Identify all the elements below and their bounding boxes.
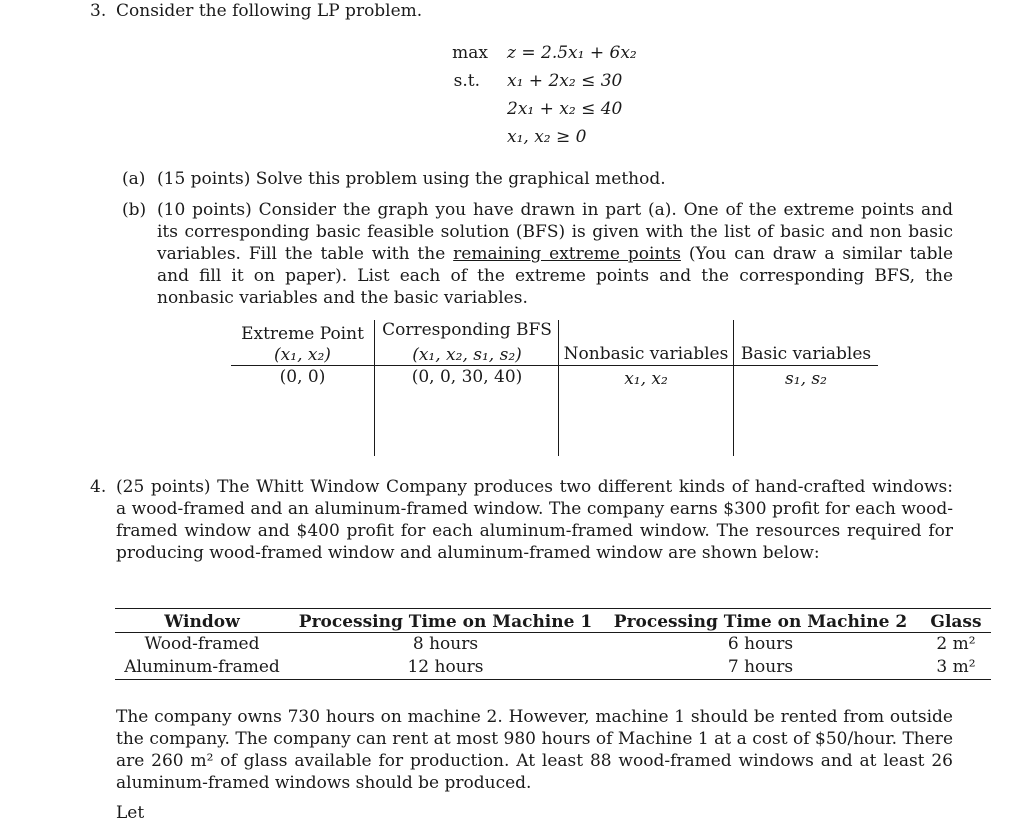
question-4-intro: (25 points) The Whitt Window Company produces two different kinds of hand-crafted windows: a wood-framed and an aluminum-framed window. The company earns $300 profit for each wood-framed window and $400 profit for each aluminum-framed window. The resources required for producing wood-framed window and aluminum-framed window are shown below: [116, 477, 953, 563]
window-col-glass: Glass [930, 612, 982, 632]
window-row-1-machine-2: 6 hours [727, 634, 794, 654]
part-b-text-before: (10 points) Consider the graph you have drawn in part (a). One of the extreme points and its corresponding basic feasible solution (BFS) is given with the list of basic and non basic variables. Fill the table with the [157, 200, 953, 264]
window-table-bottom-rule [115, 679, 991, 680]
lp-max-label: max [452, 43, 488, 63]
question-4-let: Let [116, 803, 145, 823]
bfs-divider-2 [558, 320, 559, 456]
question-3-number: 3. [90, 1, 107, 21]
window-col-window: Window [164, 612, 240, 632]
lp-constraint-2: 2x₁ + x₂ ≤ 40 [507, 99, 623, 119]
part-a-text: (15 points) Solve this problem using the graphical method. [157, 169, 666, 189]
window-row-1-window: Wood-framed [144, 634, 260, 654]
lp-constraint-1: x₁ + 2x₂ ≤ 30 [507, 71, 623, 91]
lp-st-label: s.t. [453, 71, 480, 91]
part-b-text-after: (You can draw a similar table and fill it on paper). List each of the extreme points and the corresponding BFS, the nonbasic variables and the basic variables. [157, 244, 954, 308]
window-col-machine-2: Processing Time on Machine 2 [613, 612, 908, 632]
bfs-row-bfs: (0, 0, 30, 40) [411, 367, 523, 387]
window-row-1-machine-1: 8 hours [412, 634, 479, 654]
window-row-2-machine-2: 7 hours [727, 657, 794, 677]
bfs-col-nonbasic: Nonbasic variables [563, 344, 729, 364]
question-4-number: 4. [90, 477, 107, 497]
window-row-2-glass: 3 m² [936, 657, 976, 677]
bfs-row-extreme-point: (0, 0) [279, 367, 326, 387]
window-row-1-glass: 2 m² [936, 634, 976, 654]
lp-nonnegativity: x₁, x₂ ≥ 0 [507, 127, 587, 147]
bfs-col-bfs-title: Corresponding BFS [382, 320, 552, 340]
bfs-col-basic: Basic variables [740, 344, 872, 364]
bfs-divider-1 [374, 320, 375, 456]
question-3-intro: Consider the following LP problem. [116, 1, 423, 21]
part-b-label: (b) [122, 200, 147, 220]
part-b-underlined: remaining extreme points [453, 244, 681, 264]
question-4-body: The company owns 730 hours on machine 2. However, machine 1 should be rented from outside the company. The company can rent at most 980 hours of Machine 1 at a cost of $50/hour. There are 260 m² of glass available for production. At least 88 wood-framed windows and at least 26 aluminum-framed windows should be produced. [116, 707, 953, 793]
window-table-top-rule [115, 608, 991, 609]
window-col-machine-1: Processing Time on Machine 1 [298, 612, 593, 632]
window-row-2-window: Aluminum-framed [124, 657, 280, 677]
bfs-row-basic: s₁, s₂ [785, 369, 827, 389]
part-b-text [157, 199, 953, 309]
window-row-2-machine-1: 12 hours [407, 657, 484, 677]
part-a-label: (a) [122, 169, 146, 189]
bfs-row-nonbasic: x₁, x₂ [624, 369, 668, 389]
lp-objective: z = 2.5x₁ + 6x₂ [507, 43, 637, 63]
bfs-col-bfs-vars: (x₁, x₂, s₁, s₂) [412, 345, 522, 365]
bfs-col-extreme-point-vars: (x₁, x₂) [274, 345, 331, 365]
bfs-divider-3 [733, 320, 734, 456]
bfs-col-extreme-point-title: Extreme Point [241, 324, 364, 344]
